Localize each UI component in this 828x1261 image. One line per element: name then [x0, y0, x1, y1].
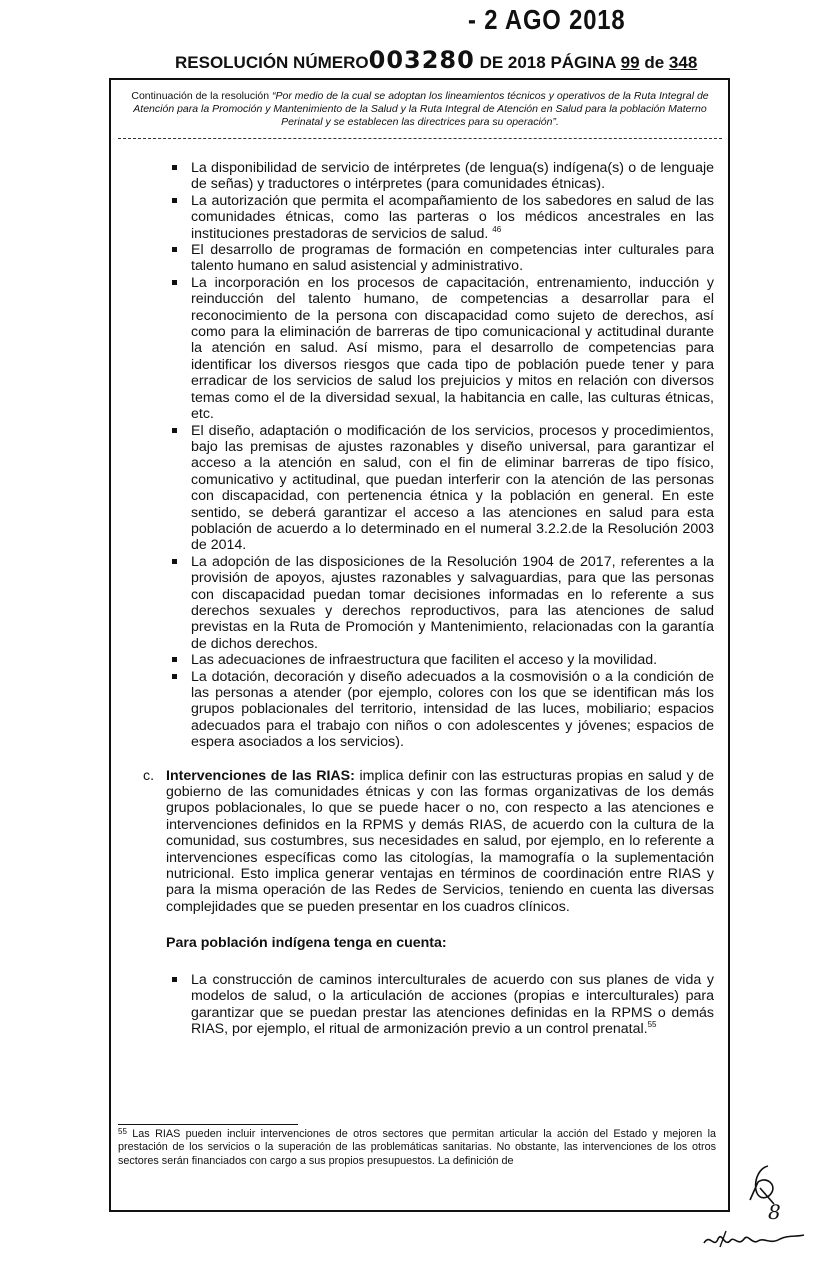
indigena-list: [118, 972, 722, 1038]
header-middle: DE 2018 PÁGINA: [479, 53, 616, 72]
page-header: [175, 46, 698, 74]
resolution-number: 003280: [368, 46, 475, 74]
continuation-lead: Continuación de la resolución: [131, 90, 270, 102]
list-item: Las adecuaciones de infraestructura que faciliten el acceso y la movilidad.: [118, 652, 722, 668]
section-letter: c.: [143, 767, 155, 784]
footnote: [118, 1128, 716, 1168]
list-item: La disponibilidad de servicio de intérpretes (de lengua(s) indígena(s) o de lenguaje de señas) y traductores o intérpretes (para comunidades étnicas).: [118, 160, 722, 193]
list-item: El desarrollo de programas de formación en competencias inter culturales para talento humano en salud asistencial y administrativo.: [118, 242, 722, 275]
bullet-icon: [172, 280, 177, 285]
list-item: La adopción de las disposiciones de la Resolución 1904 de 2017, referentes a la provisión de apoyos, ajustes razonables y salvaguardias, para que las personas con discapacidad puedan tomar decisiones informadas en lo referente a sus derechos sexuales y derechos reproductivos, para las atenciones de salud previstas en la Ruta de Promoción y Mantenimiento, relacionadas con la garantía de dichos derechos.: [118, 554, 722, 652]
date-stamp: - 2 AGO 2018: [468, 4, 626, 35]
header-prefix: RESOLUCIÓN NÚMERO: [175, 53, 369, 72]
header-of: de: [644, 53, 665, 72]
continuation-note: [118, 90, 722, 129]
margin-page-number: 8: [768, 1200, 781, 1224]
footnote-ref: 55: [647, 1019, 657, 1029]
bullet-icon: [172, 198, 177, 203]
section-heading: Intervenciones de las RIAS:: [166, 767, 355, 784]
continuation-title: “Por medio de la cual se adoptan los lineamientos técnicos y operativos de la Ruta Integral de Atención para la Promoción y Mantenimiento de la Salud y la Ruta Integral de Atención en Salud para la población Materno Perinatal y se establecen las directrices para su operación”.: [133, 90, 709, 128]
bullet-icon: [172, 165, 177, 170]
footnote-text: Las RIAS pueden incluir intervenciones de otros sectores que permitan articular la acción del Estado y mejoren la prestación de los servicios o la superación de las problemáticas sanitarias. No obstante, las intervenciones de los otros sectores serán financiados con cargo a sus propios presupuestos. La definición de: [118, 1128, 716, 1167]
bullet-icon: [172, 247, 177, 252]
footnote-rule: [118, 1124, 298, 1125]
total-pages: 348: [668, 53, 698, 72]
list-item: La incorporación en los procesos de capacitación, entrenamiento, inducción y reinducción del talento humano, de competencias a desarrollar para el reconocimiento de la persona con discapacidad como sujeto de derechos, así como para la eliminación de barreras de tipo comunicacional y actitudinal durante la atención en salud. Así mismo, para el desarrollo de competencias para identificar los diversos riesgos que cada tipo de población puede tener y para erradicar de los servicios de salud los prejuicios y mitos en relación con diversos temas como el de la diversidad sexual, la habitancia en calle, las culturas étnicas, etc.: [118, 275, 722, 423]
subheading-indigena: Para población indígena tenga en cuenta:: [166, 935, 447, 952]
accessibility-list: [118, 160, 722, 751]
handwritten-signature: [700, 1225, 810, 1255]
bullet-icon: [172, 428, 177, 433]
bullet-icon: [172, 559, 177, 564]
section-c: [118, 768, 722, 916]
list-item: La construcción de caminos interculturales de acuerdo con sus planes de vida y modelos de salud, o la articulación de acciones (propias e interculturales) para garantizar que se puedan prestar las atenciones definidas en la RPMS o demás RIAS, por ejemplo, el ritual de armonización previo a un control prenatal.$^{55}$: [118, 972, 722, 1038]
list-item: La autorización que permita el acompañamiento de los sabedores en salud de las comunidades étnicas, como las parteras o los médicos ancestrales en las instituciones prestadoras de servicios de salud. $^{46}$: [118, 193, 722, 242]
list-item: El diseño, adaptación o modificación de los servicios, procesos y procedimientos, bajo las premisas de ajustes razonables y diseño universal, para garantizar el acceso a la atención en salud, con el fin de eliminar barreras de tipo físico, comunicativo y actitudinal, que puedan interferir con la atención de las personas con discapacidad, con pertenencia étnica y la población en general. En este sentido, se deberá garantizar el acceso a las atenciones en salud para esta población de acuerdo a lo determinado en el numeral 3.2.2.de la Resolución 2003 de 2014.: [118, 423, 722, 554]
list-item: La dotación, decoración y diseño adecuados a la cosmovisión o a la condición de las personas a atender (por ejemplo, colores con los que se identifican más los grupos poblacionales del territorio, intensidad de las luces, mobiliario; espacios adecuados para el trabajo con niños o con adolescentes y jóvenes; espacios de espera asociados a los servicios).: [118, 669, 722, 751]
footnote-number: 55: [118, 1127, 127, 1136]
main-body: [118, 160, 722, 1037]
footnote-ref: 46: [492, 224, 502, 234]
bullet-icon: [172, 674, 177, 679]
bullet-icon: [172, 977, 177, 982]
dashed-divider: [118, 138, 722, 139]
page-number: 99: [620, 53, 640, 72]
section-text: implica definir con las estructuras propias en salud y de gobierno de las comunidades étnicas y con las formas organizativas de los demás grupos poblacionales, lo que se puede hacer o no, con respecto a las atenciones e intervenciones definidos en la RPMS y demás RIAS, de acuerdo con la cultura de la comunidad, sus costumbres, sus necesidades en salud, por ejemplo, en lo referente a intervenciones específicas como las citologías, la mamografía o la suplementación nutricional. Esto implica generar ventajas en términos de coordinación entre RIAS y para la misma operación de las Redes de Servicios, teniendo en cuenta las diversas complejidades que se pueden presentar en los cuadros clínicos.: [166, 767, 714, 915]
bullet-icon: [172, 657, 177, 662]
